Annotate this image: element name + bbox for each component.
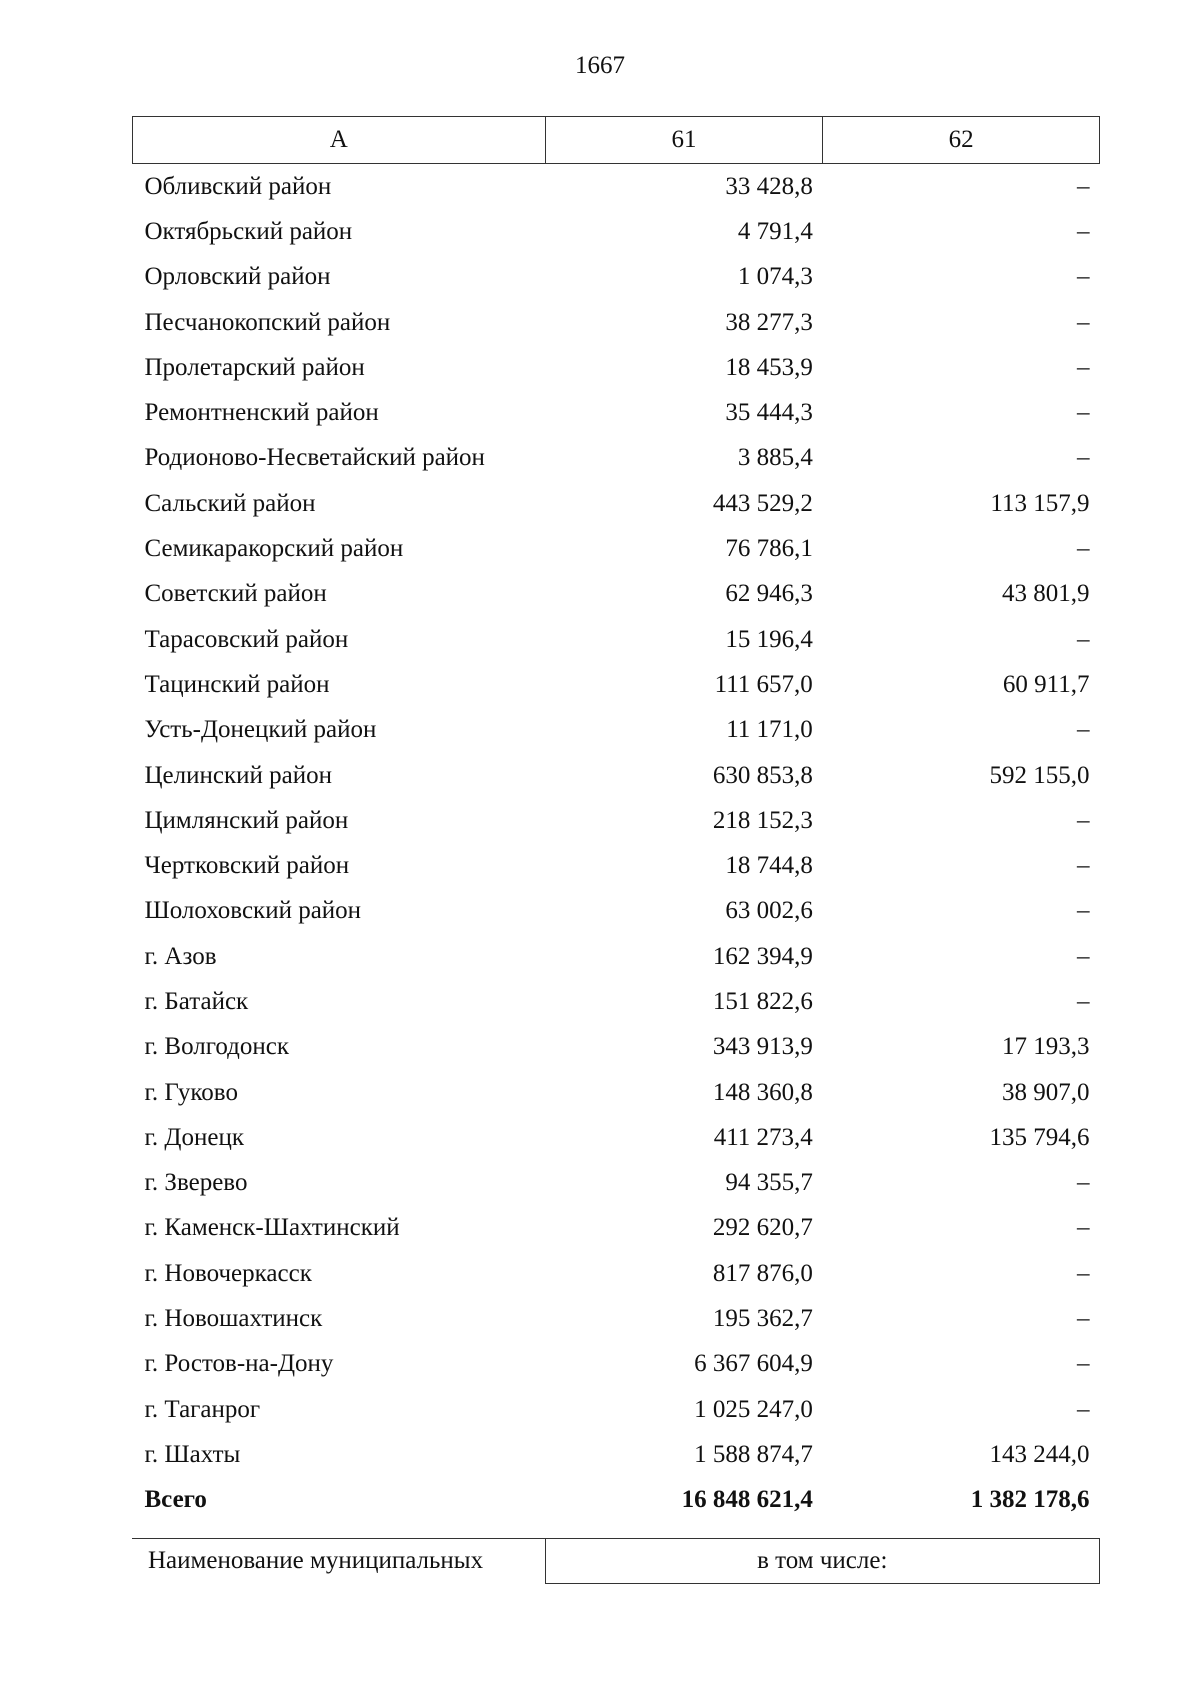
row-name: Усть-Донецкий район [144,716,377,744]
row-value-61: 148 360,8 [712,1078,813,1106]
row-name: г. Таганрог [144,1395,261,1423]
row-value-62: 113 157,9 [990,489,1090,517]
row-value-62: – [1077,353,1090,381]
row-value-62: 60 911,7 [1002,670,1090,698]
table-row [133,1161,1100,1206]
row-value-61: 16 848 621,4 [681,1486,813,1514]
row-value-62: 43 801,9 [1002,580,1090,608]
table-row [133,934,1100,979]
row-name: Орловский район [144,263,331,291]
row-value-62: – [1077,897,1090,925]
row-value-61: 11 171,0 [726,716,813,744]
row-name: Песчанокопский район [144,308,391,336]
row-name: Обливский район [144,172,332,200]
continuation-header-name: Наименование муниципальных [132,1539,545,1584]
row-name: г. Батайск [144,987,249,1015]
row-name: Пролетарский район [144,353,365,381]
row-name: г. Азов [144,942,217,970]
table-row [133,1387,1100,1432]
row-name: г. Каменск-Шахтинский [144,1214,400,1242]
row-name: Целинский район [144,761,332,789]
row-value-61: 6 367 604,9 [694,1350,813,1378]
row-name: г. Новошахтинск [144,1305,323,1333]
row-name: Сальский район [144,489,316,517]
table-row [133,345,1100,390]
row-value-62: – [1077,806,1090,834]
row-value-61: 35 444,3 [725,399,813,427]
row-value-61: 18 453,9 [725,353,813,381]
row-value-62: – [1077,444,1090,472]
table-row [133,300,1100,345]
table-row [133,255,1100,300]
row-value-61: 218 152,3 [712,806,813,834]
row-name: г. Волгодонск [144,1033,290,1061]
table-header-row [133,117,1100,164]
row-value-61: 76 786,1 [725,535,813,563]
table-row [133,1070,1100,1115]
row-value-62: – [1077,1395,1090,1423]
row-value-61: 63 002,6 [725,897,813,925]
table-total-row [133,1478,1100,1523]
row-value-62: – [1077,217,1090,245]
row-value-61: 33 428,8 [725,172,813,200]
row-name: Цимлянский район [144,806,349,834]
municipal-table [132,116,1100,1523]
row-value-61: 1 074,3 [737,263,813,291]
table-row [133,843,1100,888]
continuation-header [132,1538,1100,1584]
row-value-61: 94 355,7 [725,1169,813,1197]
row-name: г. Новочеркасск [144,1259,312,1287]
row-value-61: 292 620,7 [712,1214,813,1242]
row-value-62: 143 244,0 [989,1440,1090,1468]
row-value-62: 135 794,6 [989,1123,1090,1151]
row-value-61: 38 277,3 [725,308,813,336]
row-value-62: – [1077,625,1090,653]
table-row [133,1206,1100,1251]
table-row [133,753,1100,798]
row-value-62: – [1077,1350,1090,1378]
table-row [133,1025,1100,1070]
row-name: Тацинский район [144,670,330,698]
table-row [133,798,1100,843]
continuation-header-including: в том числе: [545,1539,1100,1584]
row-value-61: 3 885,4 [737,444,813,472]
table-row [133,436,1100,481]
row-value-61: 411 273,4 [713,1123,813,1151]
row-value-62: – [1077,535,1090,563]
row-value-61: 1 588 874,7 [694,1440,813,1468]
row-value-62: – [1077,1305,1090,1333]
table-row [133,526,1100,571]
table-row [133,209,1100,254]
row-name: Семикаракорский район [144,535,404,563]
table-row [133,979,1100,1024]
page-number: 1667 [575,52,625,79]
row-name: г. Донецк [144,1123,244,1151]
row-value-61: 817 876,0 [712,1259,813,1287]
row-value-61: 443 529,2 [712,489,813,517]
table-row [133,481,1100,526]
row-value-62: – [1077,1259,1090,1287]
row-name: Родионово-Несветайский район [144,444,485,472]
row-name: Всего [144,1486,207,1514]
row-value-62: – [1077,1214,1090,1242]
table-row [133,662,1100,707]
row-value-61: 151 822,6 [712,987,813,1015]
row-value-62: – [1077,716,1090,744]
row-value-62: – [1077,987,1090,1015]
row-value-61: 4 791,4 [737,217,813,245]
row-value-61: 195 362,7 [712,1305,813,1333]
row-value-61: 62 946,3 [725,580,813,608]
table-row [133,164,1100,210]
row-name: г. Ростов-на-Дону [144,1350,334,1378]
table-row [133,1251,1100,1296]
row-name: г. Шахты [144,1440,241,1468]
table-row [133,1115,1100,1160]
row-name: Октябрьский район [144,217,353,245]
header-col-a: А [133,117,546,164]
row-value-62: – [1077,1169,1090,1197]
row-value-61: 1 025 247,0 [694,1395,813,1423]
row-value-62: 1 382 178,6 [970,1486,1090,1514]
row-value-62: 17 193,3 [1002,1033,1090,1061]
table-row [133,617,1100,662]
row-name: Ремонтненский район [144,399,379,427]
row-value-62: 38 907,0 [1002,1078,1090,1106]
row-name: Чертковский район [144,852,350,880]
row-value-62: – [1077,263,1090,291]
table-row [133,1432,1100,1477]
row-value-61: 630 853,8 [712,761,813,789]
row-name: Советский район [144,580,327,608]
row-name: г. Гуково [144,1078,238,1106]
row-value-62: 592 155,0 [989,761,1090,789]
table-row [133,572,1100,617]
row-value-62: – [1077,308,1090,336]
row-value-61: 343 913,9 [712,1033,813,1061]
row-value-62: – [1077,852,1090,880]
header-col-62: 62 [823,117,1100,164]
row-value-61: 111 657,0 [714,670,813,698]
table-row [133,889,1100,934]
row-value-62: – [1077,942,1090,970]
table-row [133,1296,1100,1341]
header-col-61: 61 [545,117,823,164]
row-value-61: 162 394,9 [712,942,813,970]
row-name: Шолоховский район [144,897,362,925]
row-value-62: – [1077,172,1090,200]
row-name: Тарасовский район [144,625,349,653]
row-value-61: 18 744,8 [725,852,813,880]
table-row [133,390,1100,435]
row-name: г. Зверево [144,1169,248,1197]
table-row [133,1342,1100,1387]
table-row [133,708,1100,753]
row-value-61: 15 196,4 [725,625,813,653]
row-value-62: – [1077,399,1090,427]
